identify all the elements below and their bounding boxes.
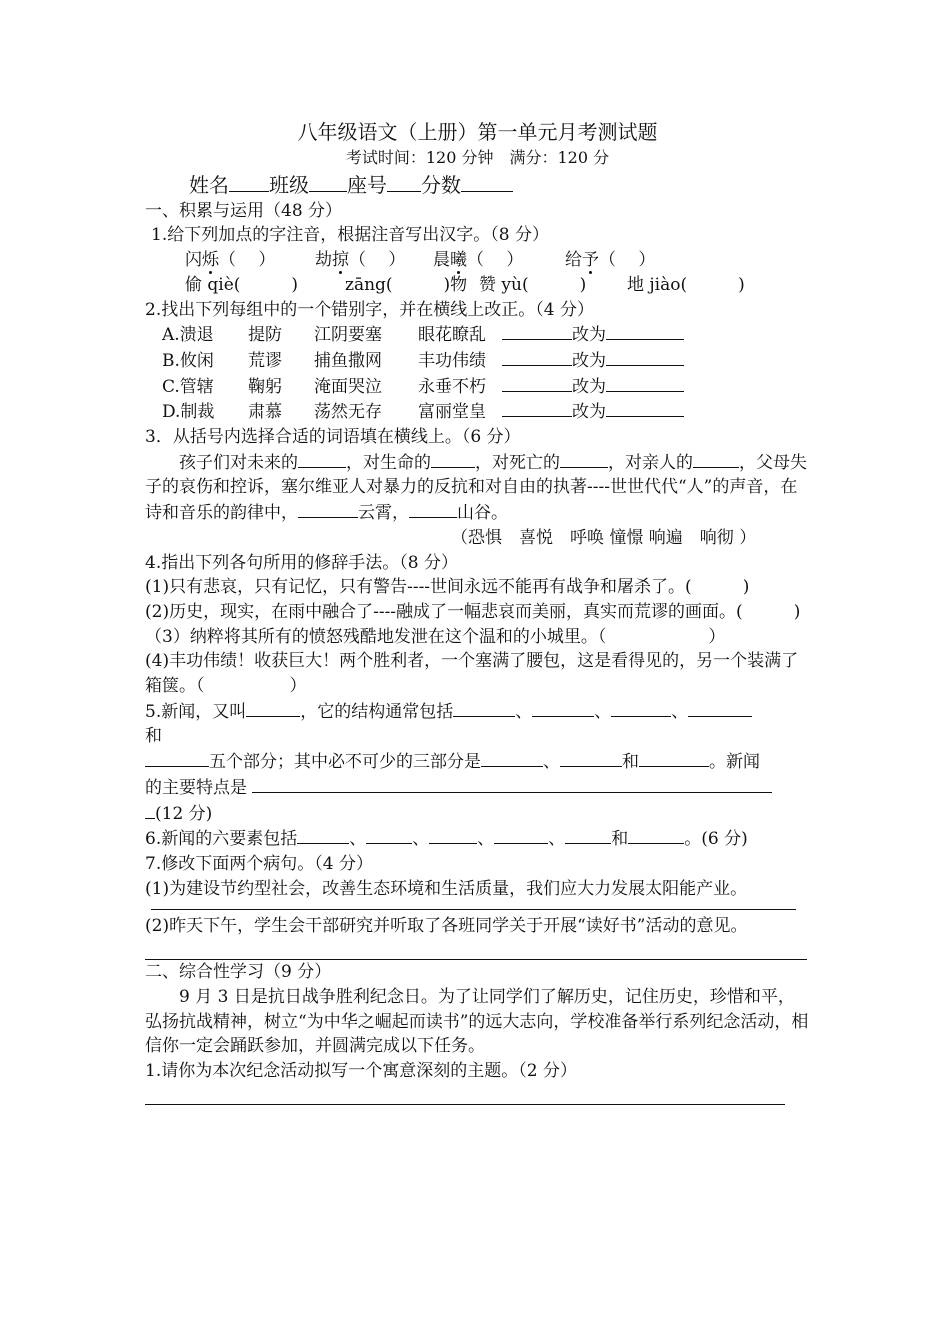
q5-text: 。新闻 <box>709 752 760 773</box>
q7-sentence: (2)昨天下午，学生会干部研究并听取了各班同学关于开展“读好书”活动的意见。 <box>145 916 748 937</box>
exam-page <box>145 118 810 1105</box>
s2-q1-answer-line[interactable] <box>145 1084 785 1105</box>
q2-word: 肃慕 <box>248 402 282 423</box>
q1-item: zāng( )物 <box>345 274 468 295</box>
name-label: 姓名 <box>189 172 229 197</box>
q6-blank[interactable] <box>494 826 548 844</box>
q1-item: 地 jiào( ) <box>627 274 745 295</box>
q5-sep: 、 <box>594 701 612 722</box>
q3-passage <box>145 450 810 526</box>
q2-word: 淹面哭泣 <box>314 376 382 397</box>
q6-blank[interactable] <box>366 826 412 844</box>
q1-item: 晨曦（ ） <box>433 250 524 271</box>
score-blank[interactable] <box>461 174 513 192</box>
q4-stem: 4.指出下列各句所用的修辞手法。（8 分） <box>145 552 458 573</box>
q5-text: 5.新闻，又叫 <box>145 701 247 722</box>
class-blank[interactable] <box>309 174 347 192</box>
q3-choices: （恐惧 喜悦 呼唤 憧憬 响遍 响彻 ） <box>451 527 757 548</box>
q2-word: 永垂不朽 <box>418 376 486 397</box>
q6-text: 和 <box>611 829 629 850</box>
q3-text: ，对死亡的 <box>475 452 560 473</box>
q2-word: B.攸闲 <box>162 350 214 371</box>
q5-blank[interactable] <box>611 699 671 717</box>
q5-text: 和 <box>145 726 162 747</box>
q5-blank[interactable] <box>145 801 155 819</box>
q6-sep: 、 <box>548 829 566 850</box>
q3-blank[interactable] <box>431 450 475 468</box>
q1-row2 <box>145 273 810 298</box>
q2-word: 荡然无存 <box>314 402 382 423</box>
exam-subtitle: 考试时间：120 分钟 满分：120 分 <box>345 148 610 167</box>
q3-text: 孩子们对未来的 <box>179 452 298 473</box>
q5-blank[interactable] <box>145 749 209 767</box>
q3-text: ，对亲人的 <box>608 452 693 473</box>
q6 <box>145 826 810 852</box>
q5-blank[interactable] <box>246 699 300 717</box>
q5-text: 五个部分；其中必不可少的三部分是 <box>209 752 481 773</box>
q3-blank[interactable] <box>409 500 457 518</box>
class-label: 班级 <box>269 172 309 197</box>
q2-word: 丰功伟绩 <box>418 350 486 371</box>
q2-word: 富丽堂皇 <box>418 402 486 423</box>
change-label: 改为 <box>572 402 606 423</box>
q6-blank[interactable] <box>628 826 684 844</box>
q5-blank[interactable] <box>532 699 594 717</box>
q4-sentence: (1)只有悲哀，只有记忆，只有警告----世间永远不能再有战争和屠杀了。( ) <box>145 577 750 598</box>
q5-text: 和 <box>622 752 639 773</box>
q5-sep: 、 <box>515 701 533 722</box>
q4-sentence: （3）纳粹将其所有的愤怒残酷地发泄在这个温和的小城里。（ ） <box>145 626 726 647</box>
q6-blank[interactable] <box>565 826 611 844</box>
q5-blank[interactable] <box>252 775 772 793</box>
q2-option-a <box>145 322 810 348</box>
q2-word: A.溃退 <box>162 325 214 346</box>
q6-blank[interactable] <box>297 826 349 844</box>
q7-sentence: (1)为建设节约型社会，改善生态环境和生活质量，我们应大力发展太阳能产业。 <box>145 878 748 899</box>
q3-blank[interactable] <box>298 450 346 468</box>
q5-text: (12 分) <box>155 803 213 824</box>
q5-blank[interactable] <box>639 749 709 767</box>
q2-option-d <box>145 399 810 425</box>
q1-item: 劫掠（ ） <box>315 250 406 271</box>
q1-stem: 1.给下列加点的字注音，根据注音写出汉字。（8 分） <box>151 225 549 246</box>
q5 <box>145 699 810 827</box>
change-label: 改为 <box>572 376 606 397</box>
q3-blank[interactable] <box>693 450 739 468</box>
q1-item: 给予（ ） <box>565 250 656 271</box>
q6-text: 。(6 分) <box>684 829 748 850</box>
q3-text: 云霄， <box>358 503 409 524</box>
q7-stem: 7.修改下面两个病句。（4 分） <box>145 853 373 874</box>
q2-word: 眼花瞭乱 <box>418 325 486 346</box>
q3-blank[interactable] <box>560 450 608 468</box>
exam-title: 八年级语文（上册）第一单元月考测试题 <box>297 120 658 144</box>
q5-sep: 、 <box>671 701 689 722</box>
change-label: 改为 <box>572 325 606 346</box>
q5-text: ，它的结构通常包括 <box>300 701 454 722</box>
q5-blank[interactable] <box>453 699 515 717</box>
q6-blank[interactable] <box>429 826 477 844</box>
q5-sep: 、 <box>543 752 560 773</box>
q2-word: 荒谬 <box>248 350 282 371</box>
name-blank[interactable] <box>229 174 269 192</box>
student-info <box>145 171 810 199</box>
q6-sep: 、 <box>477 829 495 850</box>
q2-blank-correct[interactable] <box>606 399 684 417</box>
q2-blank-wrong[interactable] <box>502 374 572 392</box>
q2-option-b <box>145 348 810 374</box>
q2-word: 提防 <box>248 325 282 346</box>
section1-heading: 一、积累与运用（48 分） <box>145 200 343 221</box>
q2-word: D.制裁 <box>162 402 215 423</box>
q3-stem: 3．从括号内选择合适的词语填在横线上。（6 分） <box>145 427 521 448</box>
s2-q1: 1.请你为本次纪念活动拟写一个寓意深刻的主题。（2 分） <box>145 1060 577 1081</box>
section2-heading: 二、综合性学习（9 分） <box>145 962 332 983</box>
q2-blank-correct[interactable] <box>606 348 684 366</box>
q1-row1 <box>145 248 810 273</box>
q3-text: 山谷。 <box>457 503 508 524</box>
q3-blank[interactable] <box>298 500 358 518</box>
q2-blank-correct[interactable] <box>606 374 684 392</box>
q2-blank-correct[interactable] <box>606 322 684 340</box>
q2-word: 鞠躬 <box>248 376 282 397</box>
q5-blank[interactable] <box>688 699 752 717</box>
q5-blank[interactable] <box>560 749 622 767</box>
q7-answer-line[interactable] <box>145 939 807 960</box>
q4-sentence: (2)历史，现实，在雨中融合了----融成了一幅悲哀而美丽，真实而荒谬的画面。( ) <box>145 601 801 622</box>
q2-blank-wrong[interactable] <box>502 322 572 340</box>
q2-word: C.管辖 <box>162 376 214 397</box>
q6-sep: 、 <box>412 829 430 850</box>
seat-blank[interactable] <box>387 174 421 192</box>
section2-intro: 9 月 3 日是抗日战争胜利纪念日。为了让同学们了解历史，记住历史，珍惜和平，弘扬抗战精神，树立“为中华之崛起而读书”的远大志向，学校准备举行系列纪念活动，相信你一定会踊跃参加，并圆满完成以下任务。 <box>145 986 809 1057</box>
q1-item: 闪烁（ ） <box>185 250 276 271</box>
seat-label: 座号 <box>347 172 387 197</box>
score-label: 分数 <box>421 172 461 197</box>
q2-word: 江阴要塞 <box>314 325 382 346</box>
q2-blank-wrong[interactable] <box>502 348 572 366</box>
q2-stem: 2.找出下列每组中的一个错别字，并在横线上改正。（4 分） <box>145 299 594 320</box>
q5-text: 的主要特点是 <box>145 777 247 798</box>
q1-item: 偷 qiè( ) <box>185 274 299 295</box>
q6-sep: 、 <box>349 829 367 850</box>
q3-text: ，父母失子的哀伤和控诉，塞尔维亚人对暴力的反抗和对自由的执著----世世代代“人”的声音，在诗和音乐的韵律中， <box>145 452 807 524</box>
q2-blank-wrong[interactable] <box>502 399 572 417</box>
q2-option-c <box>145 374 810 400</box>
q1-item: 赞 yù( ) <box>479 274 587 295</box>
q4-sentence: (4)丰功伟绩！收获巨大！两个胜利者，一个塞满了腰包，这是看得见的，另一个装满了箱箧。（ ） <box>145 651 799 697</box>
q2-word: 捕鱼撒网 <box>314 350 382 371</box>
q5-blank[interactable] <box>481 749 543 767</box>
change-label: 改为 <box>572 350 606 371</box>
q6-text: 6.新闻的六要素包括 <box>145 829 298 850</box>
q3-text: ，对生命的 <box>346 452 431 473</box>
